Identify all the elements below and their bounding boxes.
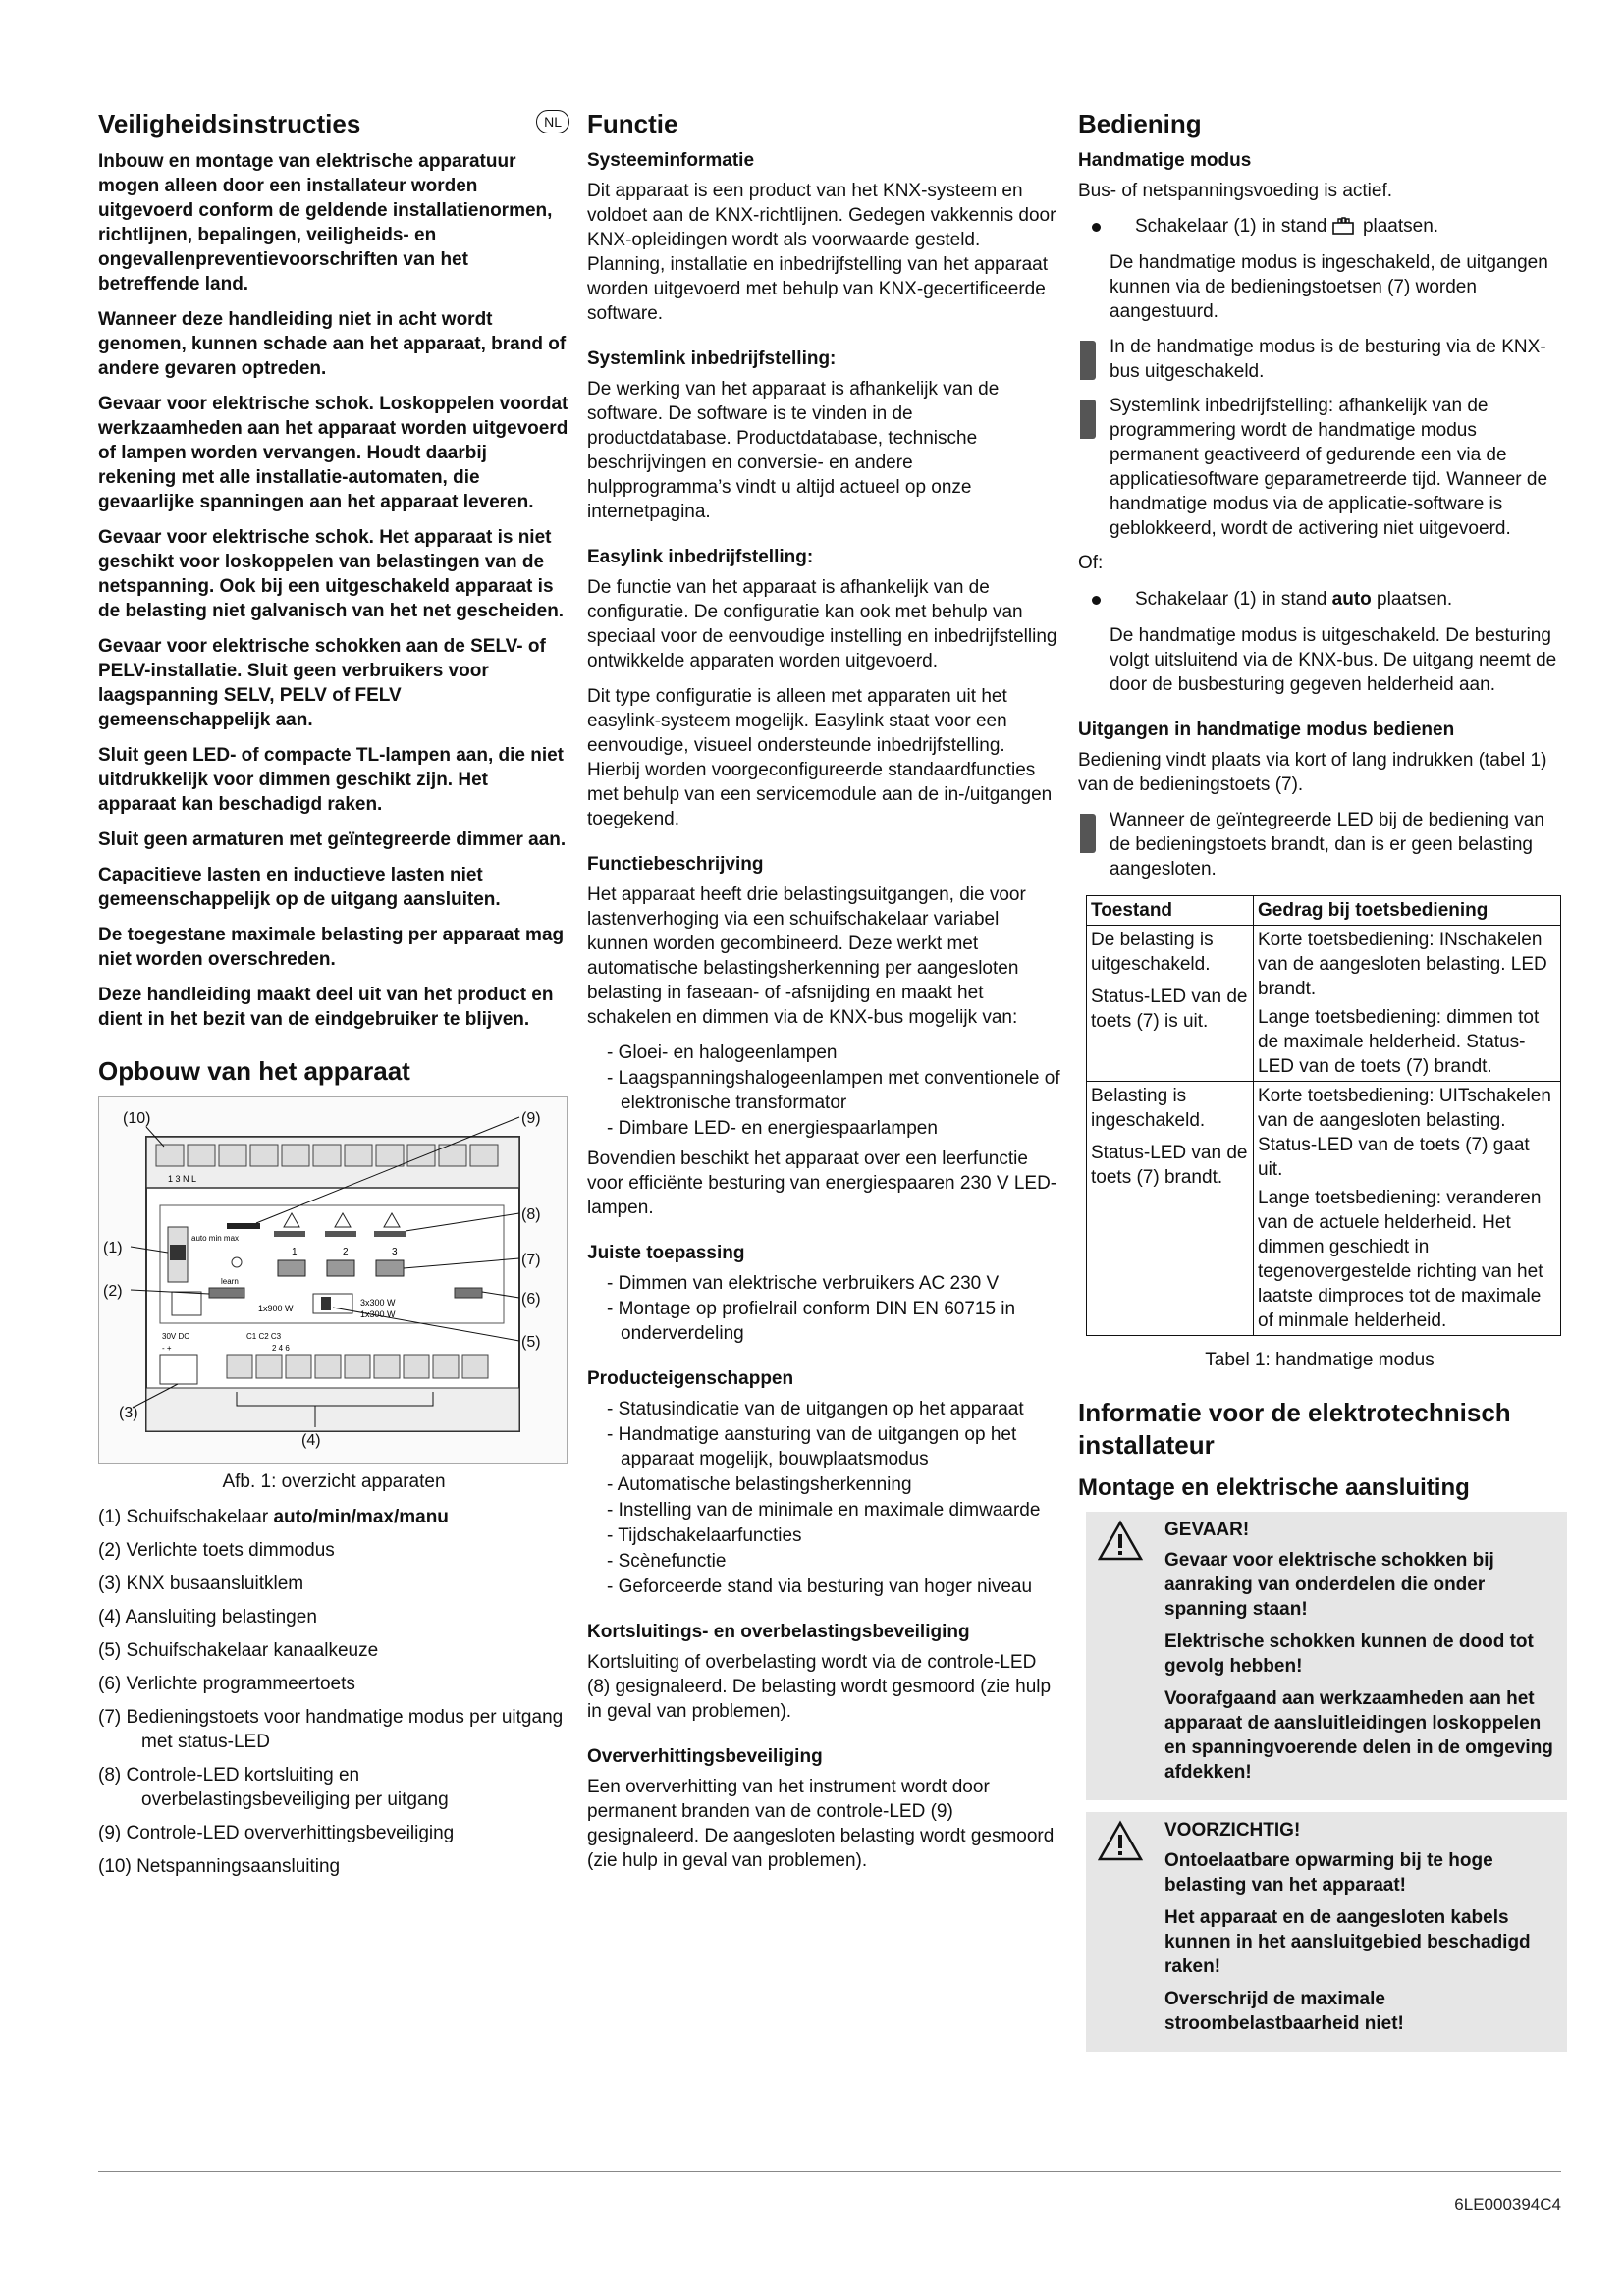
- bullet-result: De handmatige modus is ingeschakeld, de uitgangen kunnen via de bedieningstoetsen (7) worden aangestuurd.: [1110, 252, 1548, 322]
- mounting-title: Montage en elektrische aansluiting: [1078, 1474, 1470, 1501]
- table-header: Toestand: [1087, 896, 1254, 926]
- list-item: - Scènefunctie: [607, 1549, 1060, 1574]
- output-number: 2 4 6: [272, 1344, 290, 1353]
- caution-text: Het apparaat en de aangesloten kabels kunnen in het aansluitgebied beschadigd raken!: [1164, 1907, 1531, 1977]
- info-icon: [1080, 814, 1096, 853]
- callout-3: (3): [119, 1405, 138, 1421]
- list-item: - Gloei- en halogeenlampen: [607, 1041, 1060, 1065]
- list-item: - Handmatige aansturing van de uitgangen op het apparaat mogelijk, bouwplaatsmodus: [607, 1422, 1060, 1471]
- callout-7: (7): [521, 1252, 541, 1268]
- proper-use-heading: Juiste toepassing: [587, 1243, 745, 1263]
- list-item: [98, 1638, 569, 1663]
- callout-4: (4): [301, 1432, 321, 1449]
- info-icon: [1080, 341, 1096, 380]
- list-item: - Dimbare LED- en energiespaarlampen: [607, 1116, 1060, 1141]
- list-item: [98, 1705, 569, 1754]
- list-item: [98, 1672, 569, 1696]
- column-safety: [98, 108, 569, 1888]
- danger-text: Gevaar voor elektrische schokken bij aanraking van onderdelen die onder spanning staan!: [1164, 1550, 1494, 1620]
- outputs-heading: Uitgangen in handmatige modus bedienen: [1078, 720, 1455, 740]
- callout-6: (6): [521, 1291, 541, 1308]
- safety-paragraph: Sluit geen armaturen met geïntegreerde dimmer aan.: [98, 829, 567, 850]
- table-cell: [1087, 1082, 1254, 1336]
- operation-title: Bediening: [1078, 109, 1202, 138]
- bullet-bold: auto: [1331, 589, 1372, 610]
- hand-icon: [1332, 217, 1358, 235]
- document-code: 6LE000394C4: [1454, 2195, 1561, 2214]
- part-text: Verlichte programmeertoets: [126, 1674, 355, 1694]
- part-bold: auto/min/max/manu: [273, 1507, 449, 1527]
- terminal-label: 1 3 N L: [168, 1174, 197, 1184]
- list-item: [98, 1572, 569, 1596]
- manual-intro: Bus- of netspanningsvoeding is actief.: [1078, 181, 1393, 201]
- part-number: (10): [98, 1856, 132, 1877]
- table-header: Gedrag bij toetsbediening: [1254, 896, 1561, 926]
- part-number: (7): [98, 1707, 122, 1728]
- behaviour-text: Lange toetsbediening: dimmen tot de maximale helderheid. Status-LED van de toets (7) brandt.: [1258, 1007, 1540, 1077]
- table-cell: [1254, 926, 1561, 1082]
- info-icon: [1080, 400, 1096, 439]
- overheat-heading: Oververhittingsbeveiliging: [587, 1746, 823, 1767]
- caution-text: Ontoelaatbare opwarming bij te hoge belasting van het apparaat!: [1164, 1850, 1493, 1896]
- part-number: (5): [98, 1640, 122, 1661]
- bullet-result: De handmatige modus is uitgeschakeld. De besturing volgt uitsluitend via de KNX-bus. De uitgang neemt de door de busbesturing gegeven helderheid aan.: [1110, 625, 1557, 695]
- info-note: [1078, 808, 1561, 881]
- list-item: - Statusindicatie van de uitgangen op het apparaat: [607, 1397, 1060, 1421]
- danger-text: Voorafgaand aan werkzaamheden aan het apparaat de aansluitleidingen loskoppelen en spanningvoerende delen in de omgeving afdekken!: [1164, 1688, 1553, 1783]
- state-text: Status-LED van de toets (7) is uit.: [1091, 987, 1248, 1032]
- part-text: Schuifschakelaar: [126, 1507, 274, 1527]
- table-row: [1087, 926, 1561, 1082]
- danger-text: Elektrische schokken kunnen de dood tot gevolg hebben!: [1164, 1631, 1534, 1677]
- bullet-item: [1078, 214, 1561, 239]
- danger-box: [1086, 1512, 1567, 1800]
- systemlink-text: De werking van het apparaat is afhankelijk van de software. De software is te vinden in de productdatabase. Productdatabase, technische beschrijvingen en conversie- en andere hulpprogramma’s vindt u altijd actueel op onze internetpagina.: [587, 379, 1000, 522]
- table-cell: [1254, 1082, 1561, 1336]
- easylink-text: De functie van het apparaat is afhankelijk van de configuratie. De configuratie kan ook met behulp van speciaal voor de eenvoudige instelling en inbedrijfstelling ontwikkelde apparaten worden uitgevoerd.: [587, 577, 1057, 671]
- power-label: 1x900 W: [258, 1304, 294, 1313]
- caution-heading: VOORZICHTIG!: [1164, 1820, 1301, 1841]
- parts-list: [98, 1505, 569, 1879]
- structure-title: Opbouw van het apparaat: [98, 1056, 410, 1086]
- safety-title: Veiligheidsinstructies: [98, 109, 361, 138]
- list-item: - Automatische belastingsherkenning: [607, 1472, 1060, 1497]
- list-item: - Tijdschakelaarfuncties: [607, 1523, 1060, 1548]
- list-item: - Montage op profielrail conform DIN EN 60715 in onderverdeling: [607, 1297, 1060, 1346]
- column-operation: [1078, 108, 1561, 2063]
- function-title: Functie: [587, 109, 678, 138]
- list-item: [98, 1763, 569, 1812]
- state-text: De belasting is uitgeschakeld.: [1091, 930, 1214, 975]
- warning-triangle-icon: [1098, 1520, 1143, 1561]
- column-function: [587, 108, 1060, 1884]
- warning-triangle-icon: [1098, 1820, 1143, 1861]
- part-text: Controle-LED oververhittingsbeveiliging: [126, 1823, 455, 1843]
- bullet-text: Schakelaar (1) in stand: [1135, 589, 1332, 610]
- safety-paragraph: Inbouw en montage van elektrische apparatuur mogen alleen door een installateur worden uitgevoerd conform de geldende installatienormen, richtlijnen, bepalingen, veiligheids- en ongevallenpreventievoorschriften van het betreffende land.: [98, 151, 553, 294]
- part-text: Schuifschakelaar kanaalkeuze: [126, 1640, 379, 1661]
- part-number: (3): [98, 1574, 122, 1594]
- figure-caption: Afb. 1: overzicht apparaten: [222, 1471, 446, 1492]
- state-text: Belasting is ingeschakeld.: [1091, 1086, 1206, 1131]
- note-text: Systemlink inbedrijfstelling: afhankelijk van de programmering wordt de handmatige modus permanent geactiveerd of gedurende een via de applicatiesoftware geparametreerde tijd. Wanneer de handmatige modus via de applicatie-software is geblokkeerd, wordt de activering niet uitgevoerd.: [1110, 396, 1548, 539]
- part-number: (6): [98, 1674, 122, 1694]
- channel-label: 1: [292, 1247, 298, 1257]
- safety-title-row: [98, 108, 569, 139]
- outputs-text: Bediening vindt plaats via kort of lang indrukken (tabel 1) van de bedieningstoets (7).: [1078, 750, 1547, 795]
- safety-paragraph: Sluit geen LED- of compacte TL-lampen aan, die niet uitdrukkelijk voor dimmen geschikt zijn. Het apparaat kan beschadigd raken.: [98, 745, 565, 815]
- callout-8: (8): [521, 1206, 541, 1223]
- part-text: Bedieningstoets voor handmatige modus per uitgang met status-LED: [126, 1707, 564, 1752]
- bullet-text: Schakelaar (1) in stand: [1135, 216, 1327, 237]
- table-cell: [1087, 926, 1254, 1082]
- info-note: [1078, 394, 1561, 541]
- list-item: [98, 1505, 569, 1529]
- product-features-list: [587, 1397, 1060, 1599]
- safety-paragraph: Gevaar voor elektrische schokken aan de SELV- of PELV-installatie. Sluit geen verbruikers voor laagspanning SELV, PELV of FELV gemeenschappelijk aan.: [98, 636, 546, 730]
- caution-text: Overschrijd de maximale stroombelastbaarheid niet!: [1164, 1989, 1404, 2034]
- safety-paragraph: Gevaar voor elektrische schok. Loskoppelen voordat werkzaamheden aan het apparaat worden uitgevoerd of lampen worden vervangen. Houdt daarbij rekening met alle installatie-automaten, die gevaarlijke spanningen aan het apparaat leveren.: [98, 394, 568, 512]
- danger-heading: GEVAAR!: [1164, 1520, 1250, 1540]
- switch-label: auto min max: [191, 1234, 240, 1243]
- function-description-text: Het apparaat heeft drie belastingsuitgangen, die voor lastenverhoging via een schuifschakelaar variabel kunnen worden gecombineerd. Deze werkt met automatische belastingsherkenning per aangesloten belasting in faseaan- of -afsnijding en maakt het schakelen en dimmen via de KNX-bus mogelijk van:: [587, 884, 1026, 1028]
- or-label: Of:: [1078, 553, 1104, 573]
- short-circuit-heading: Kortsluitings- en overbelastingsbeveiliging: [587, 1622, 970, 1642]
- list-item: - Instelling van de minimale en maximale dimwaarde: [607, 1498, 1060, 1522]
- safety-paragraph: Deze handleiding maakt deel uit van het product en dient in het bezit van de eindgebruiker te blijven.: [98, 985, 554, 1030]
- easylink-heading: Easylink inbedrijfstelling:: [587, 547, 814, 567]
- part-number: (1): [98, 1507, 122, 1527]
- safety-paragraph: Wanneer deze handleiding niet in acht wordt genomen, kunnen schade aan het apparaat, brand of andere gevaren optreden.: [98, 309, 567, 379]
- list-item: - Laagspanningshalogeenlampen met conventionele of elektronische transformator: [607, 1066, 1060, 1115]
- table-caption: Tabel 1: handmatige modus: [1205, 1350, 1435, 1370]
- part-number: (9): [98, 1823, 122, 1843]
- power-label: 1x300 W: [360, 1309, 396, 1319]
- device-diagram: [99, 1097, 567, 1463]
- callout-1: (1): [103, 1240, 123, 1256]
- callout-2: (2): [103, 1283, 123, 1300]
- overheat-text: Een oververhitting van het instrument wordt door permanent branden van de controle-LED (9) gesignaleerd. De aangesloten belasting wordt gesmoord (zie hulp in geval van problemen).: [587, 1777, 1055, 1871]
- channel-label: 2: [343, 1247, 349, 1257]
- list-item: [98, 1605, 569, 1629]
- part-text: Aansluiting belastingen: [125, 1607, 317, 1628]
- bullet-text: plaatsen.: [1362, 216, 1439, 237]
- bullet-item: [1078, 587, 1561, 612]
- part-text: KNX busaansluitklem: [126, 1574, 304, 1594]
- proper-use-list: [587, 1271, 1060, 1346]
- callout-10: (10): [123, 1110, 151, 1127]
- part-text: Verlichte toets dimmodus: [126, 1540, 335, 1561]
- behaviour-text: Korte toetsbediening: INschakelen van de aangesloten belasting. LED brandt.: [1258, 930, 1547, 999]
- list-item: [98, 1854, 569, 1879]
- behaviour-text: Korte toetsbediening: UITschakelen van de aangesloten belasting. Status-LED van de toets (7) gaat uit.: [1258, 1086, 1551, 1180]
- part-number: (8): [98, 1765, 122, 1786]
- bus-polarity: - +: [162, 1344, 172, 1353]
- note-text: Wanneer de geïntegreerde LED bij de bediening van de bedieningstoets brandt, dan is er geen belasting aangesloten.: [1110, 810, 1544, 880]
- learn-label: learn: [221, 1277, 239, 1286]
- learn-function-text: Bovendien beschikt het apparaat over een leerfunctie voor efficiënte besturing van energiespaaren 230 V LED-lampen.: [587, 1148, 1057, 1218]
- table-row: [1087, 1082, 1561, 1336]
- output-label: C1 C2 C3: [246, 1332, 282, 1341]
- language-badge: NL: [536, 110, 569, 133]
- safety-paragraph: Capacitieve lasten en inductieve lasten niet gemeenschappelijk op de uitgang aansluiten.: [98, 865, 501, 910]
- list-item: - Geforceerde stand via besturing van hoger niveau: [607, 1575, 1060, 1599]
- short-circuit-text: Kortsluiting of overbelasting wordt via de controle-LED (8) gesignaleerd. De belasting wordt gesmoord (zie hulp in geval van problemen).: [587, 1652, 1052, 1722]
- safety-paragraph: De toegestane maximale belasting per apparaat mag niet worden overschreden.: [98, 925, 565, 970]
- easylink-text: Dit type configuratie is alleen met apparaten uit het easylink-systeem mogelijk. Easylink staat voor een eenvoudige, visueel ondersteunde inbedrijfstelling. Hierbij worden voorgeconfigureerde standaardfuncties met behulp van een servicemodule aan de in-/uitgangen toegekend.: [587, 686, 1053, 829]
- info-note: [1078, 335, 1561, 384]
- manual-mode-table: [1086, 895, 1561, 1336]
- installer-title: Informatie voor de elektrotechnisch installateur: [1078, 1398, 1511, 1460]
- list-item: [98, 1821, 569, 1845]
- product-features-heading: Producteigenschappen: [587, 1368, 794, 1389]
- device-figure: [98, 1096, 568, 1464]
- behaviour-text: Lange toetsbediening: veranderen van de actuele helderheid. Het dimmen geschiedt in tegenovergestelde richting van het laatste dimproces tot de maximale of minmale helderheid.: [1258, 1188, 1543, 1331]
- note-text: In de handmatige modus is de besturing via de KNX-bus uitgeschakeld.: [1110, 337, 1546, 382]
- system-info-heading: Systeeminformatie: [587, 150, 755, 171]
- safety-paragraph: Gevaar voor elektrische schok. Het apparaat is niet geschikt voor loskoppelen van belastingen van de netspanning. Ook bij een uitgeschakeld apparaat is de belasting niet galvanisch van het net gescheiden.: [98, 527, 565, 621]
- footer-divider: [98, 2171, 1561, 2172]
- part-text: Controle-LED kortsluiting en overbelastingsbeveiliging per uitgang: [126, 1765, 449, 1810]
- state-text: Status-LED van de toets (7) brandt.: [1091, 1143, 1248, 1188]
- list-item: [98, 1538, 569, 1563]
- system-info-text: Dit apparaat is een product van het KNX-systeem en voldoet aan de KNX-richtlijnen. Gedegen vakkennis door KNX-opleidingen wordt als voorwaarde gesteld. Planning, installatie en inbedrijfstelling van het apparaat worden uitgevoerd met behulp van KNX-gecertificeerde software.: [587, 181, 1056, 324]
- lamp-types-list: [587, 1041, 1060, 1141]
- part-text: Netspanningsaansluiting: [136, 1856, 341, 1877]
- callout-9: (9): [521, 1110, 541, 1127]
- bullet-text: plaatsen.: [1371, 589, 1453, 610]
- list-item: - Dimmen van elektrische verbruikers AC 230 V: [607, 1271, 1060, 1296]
- power-label: 3x300 W: [360, 1298, 396, 1308]
- part-number: (2): [98, 1540, 122, 1561]
- systemlink-heading: Systemlink inbedrijfstelling:: [587, 348, 837, 369]
- manual-mode-heading: Handmatige modus: [1078, 150, 1252, 171]
- channel-label: 3: [392, 1247, 398, 1257]
- callout-5: (5): [521, 1334, 541, 1351]
- part-number: (4): [98, 1607, 122, 1628]
- table-header-row: [1087, 896, 1561, 926]
- function-description-heading: Functiebeschrijving: [587, 854, 764, 875]
- bus-label: 30V DC: [162, 1332, 190, 1341]
- caution-box: [1086, 1812, 1567, 2052]
